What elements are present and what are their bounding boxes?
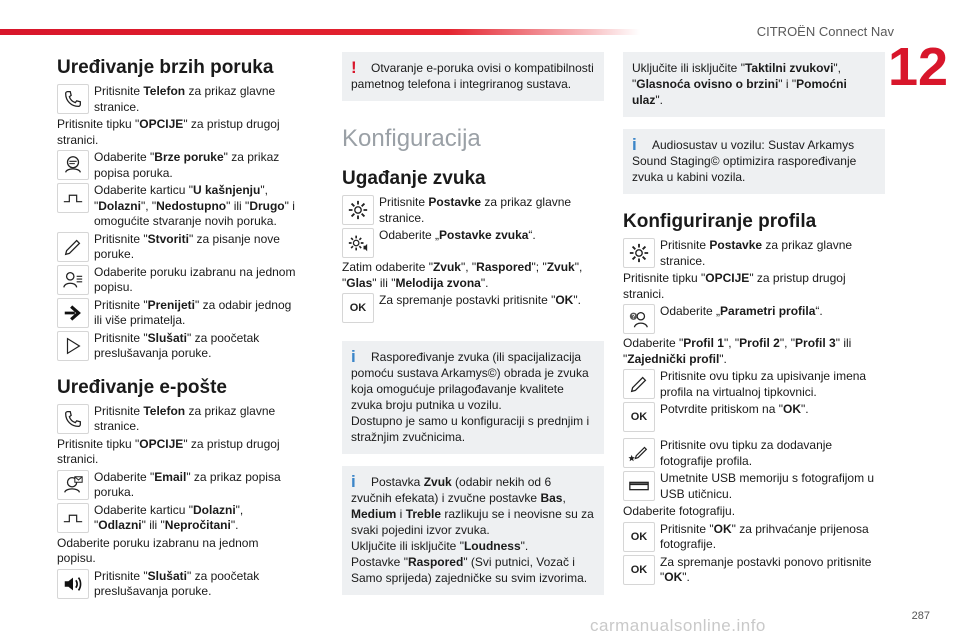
header-title: CITROËN Connect Nav bbox=[756, 24, 894, 39]
tab-icon bbox=[57, 503, 89, 533]
step-options-3: Pritisnite tipku "OPCIJE" za pristup drugoj stranici. bbox=[623, 271, 846, 301]
gear-icon bbox=[623, 238, 655, 268]
step-usb: Umetnite USB memoriju s fotografijom u USB utičnicu. bbox=[623, 471, 885, 502]
column-1 bbox=[57, 50, 297, 602]
column-2 bbox=[342, 52, 604, 603]
pencil-icon bbox=[57, 232, 89, 262]
step-profile-name: Pritisnite ovu tipku za upisivanje imena profila na virtualnoj tipkovnici. bbox=[623, 369, 885, 400]
step-email: Odaberite "Email" za prikaz popisa poruka. bbox=[57, 470, 297, 501]
gear-icon bbox=[342, 195, 374, 225]
chapter-section-title: Konfiguracija bbox=[342, 125, 481, 152]
step-sound-settings: Odaberite „Postavke zvuka“. bbox=[342, 228, 604, 258]
step-select-email: Odaberite poruku izabranu na jednom popisu. bbox=[57, 535, 259, 565]
step-email-tabs: Odaberite karticu "Dolazni", "Odlazni" ili "Nepročitani". bbox=[57, 503, 297, 534]
info-note-arkamys: i Raspoređivanje zvuka (ili spacijalizacija pomoću sustava Arkamys©) obrada je zvuka koja omogućuje prilagođavanje kvalitete zvuka broju putnika u vozilu. Dostupno je samo u konfiguraciji s prednjim i stražnjim zvučnicima. bbox=[342, 341, 604, 454]
phone-icon bbox=[57, 84, 89, 114]
usb-stick-icon bbox=[623, 471, 655, 501]
step-quick-messages: Odaberite "Brze poruke" za prikaz popisa poruka. bbox=[57, 150, 297, 181]
section-title-profiles: Konfiguriranje profila bbox=[623, 211, 817, 232]
info-icon: i bbox=[632, 135, 637, 154]
quick-message-icon bbox=[57, 150, 89, 180]
step-save-ok-2: OK Za spremanje postavki ponovo pritisnite "OK". bbox=[623, 555, 885, 586]
section-title-email: Uređivanje e-pošte bbox=[57, 376, 227, 398]
phone-icon bbox=[57, 404, 89, 434]
step-profile-params: ? Odaberite „Parametri profila“. bbox=[623, 304, 885, 334]
step-add-photo: Pritisnite ovu tipku za dodavanje fotografije profila. bbox=[623, 438, 885, 469]
chapter-number: 12 bbox=[888, 37, 949, 97]
ok-button-icon: OK bbox=[623, 402, 655, 432]
toggle-note: Uključite ili isključite "Taktilni zvukovi", "Glasnoća ovisno o brzini" i "Pomoćni ulaz". bbox=[623, 52, 885, 117]
speaker-icon bbox=[57, 569, 89, 599]
tab-icon bbox=[57, 183, 89, 213]
ok-button-icon: OK bbox=[623, 555, 655, 585]
step-create: Pritisnite "Stvoriti" za pisanje nove poruke. bbox=[57, 232, 297, 263]
step-options: Pritisnite tipku "OPCIJE" za pristup drugoj stranici. bbox=[57, 117, 280, 147]
step-confirm-ok: OK Potvrdite pritiskom na "OK". bbox=[623, 402, 885, 432]
page-number: 287 bbox=[911, 610, 930, 622]
email-icon bbox=[57, 470, 89, 500]
section-title-quick-messages: Uređivanje brzih poruka bbox=[57, 57, 274, 78]
step-settings-2: Pritisnite Postavke za prikaz glavne stranice. bbox=[623, 238, 885, 269]
message-list-icon bbox=[57, 265, 89, 295]
step-phone: Pritisnite Telefon za prikaz glavne stranice. bbox=[57, 84, 297, 115]
select-profile-text: Odaberite "Profil 1", "Profil 2", "Profil 3" ili "Zajednički profil". bbox=[623, 336, 852, 366]
step-transfer: Pritisnite "Prenijeti" za odabir jednog ili više primatelja. bbox=[57, 298, 297, 329]
info-icon: i bbox=[351, 472, 356, 491]
header-accent-bar bbox=[0, 29, 640, 35]
info-icon: i bbox=[351, 347, 356, 366]
step-listen-email: Pritisnite "Slušati" za poočetak preslušavanja poruke. bbox=[57, 569, 297, 600]
step-save-ok: OK Za spremanje postavki pritisnite "OK". bbox=[342, 293, 604, 323]
play-icon bbox=[57, 331, 89, 361]
step-options-2: Pritisnite tipku "OPCIJE" za pristup drugoj stranici. bbox=[57, 436, 280, 466]
sound-settings-icon bbox=[342, 228, 374, 258]
svg-text:?: ? bbox=[631, 313, 636, 321]
step-select-message: Odaberite poruku izabranu na jednom popisu. bbox=[57, 265, 297, 296]
warning-icon: ! bbox=[351, 58, 357, 77]
profile-icon bbox=[623, 304, 655, 334]
info-note-sound: i Postavka Zvuk (odabir nekih od 6 zvučnih efekata) i zvučne postavke Bas, Medium i Treble razlikuju se i neovisne su za svaki pojedini izvor zvuka. Uključite ili isključite "Loudness". Postavke "Raspored" (Svi putnici, Vozač i Samo sprijeda) zajedničke su svim izvorima. bbox=[342, 466, 604, 595]
edit-photo-icon bbox=[623, 438, 655, 468]
step-settings: Pritisnite Postavke za prikaz glavne stranice. bbox=[342, 195, 604, 226]
select-photo-text: Odaberite fotografiju. bbox=[623, 504, 736, 518]
pencil-icon bbox=[623, 369, 655, 399]
column-3 bbox=[623, 52, 885, 588]
warning-note: ! Otvaranje e-poruka ovisi o kompatibilnosti pametnog telefona i integriranog sustava. bbox=[342, 52, 604, 101]
transfer-icon bbox=[57, 298, 89, 328]
watermark-text: carmanualsonline.info bbox=[590, 616, 766, 635]
ok-button-icon: OK bbox=[623, 522, 655, 552]
step-accept-ok: OK Pritisnite "OK" za prihvaćanje prijenosa fotografije. bbox=[623, 522, 885, 553]
step-phone-2: Pritisnite Telefon za prikaz glavne stranice. bbox=[57, 404, 297, 435]
info-note-staging: i Audiosustav u vozilu: Sustav Arkamys Sound Staging© optimizira raspoređivanje zvuka u kabini vozila. bbox=[623, 129, 885, 194]
step-listen: Pritisnite "Slušati" za poočetak preslušavanja poruke. bbox=[57, 331, 297, 362]
sound-options-text: Zatim odaberite "Zvuk", "Raspored"; "Zvuk", "Glas" ili "Melodija zvona". bbox=[342, 260, 583, 290]
ok-button-icon: OK bbox=[342, 293, 374, 323]
section-title-sound: Ugađanje zvuka bbox=[342, 168, 486, 189]
step-tabs: Odaberite karticu "U kašnjenju", "Dolazni", "Nedostupno" ili "Drugo" i omogućite stvaranje novih poruka. bbox=[57, 183, 297, 230]
